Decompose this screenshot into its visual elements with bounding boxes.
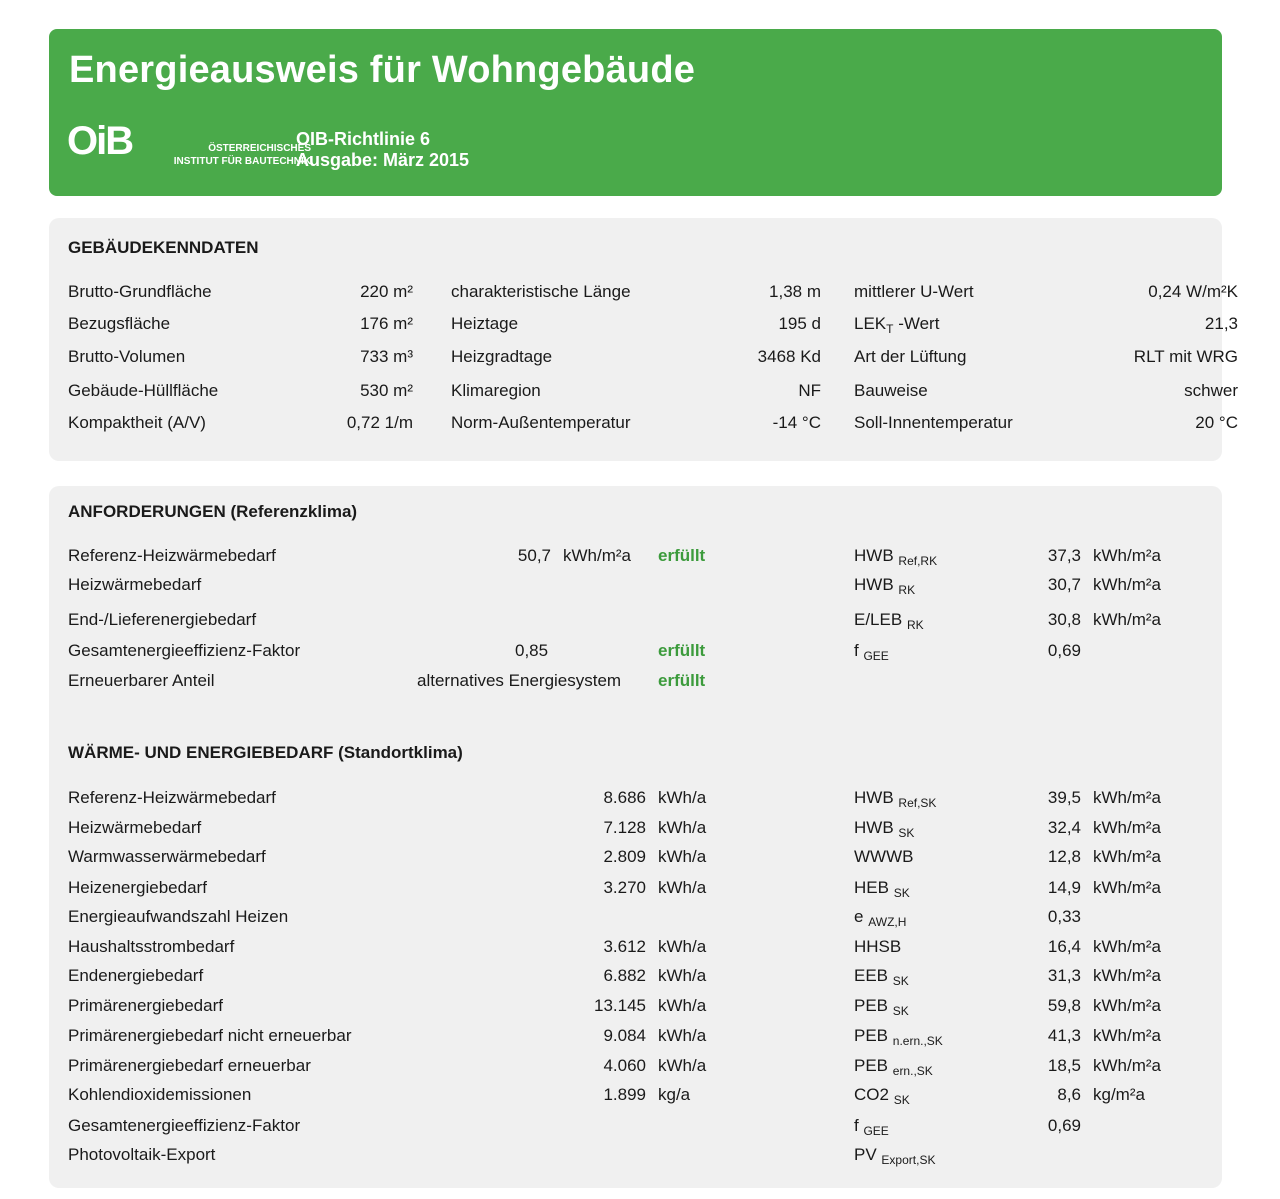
kenndaten-label: charakteristische Länge xyxy=(451,282,631,301)
kennwert-symbol-base: HWB xyxy=(854,546,894,565)
kennwert-unit: kWh/m²a xyxy=(1093,546,1161,565)
logo-line-2: INSTITUT FÜR BAUTECHNIK xyxy=(173,156,311,167)
kennwert-symbol-subscript: GEE xyxy=(863,1124,889,1138)
kennwert-symbol-subscript: SK xyxy=(893,886,910,900)
bedarf-value: 7.128 xyxy=(603,818,646,837)
kenndaten-label: Art der Lüftung xyxy=(854,347,967,366)
kennwert-symbol-subscript: ern.,SK xyxy=(892,1064,933,1078)
bedarf-label: Haushaltsstrombedarf xyxy=(68,937,235,956)
bedarf-label: Endenergiebedarf xyxy=(68,966,204,985)
kennwert-symbol xyxy=(854,1056,933,1081)
kennwert-symbol xyxy=(854,1026,943,1051)
bedarf-label: Primärenergiebedarf erneuerbar xyxy=(68,1056,311,1075)
kennwert-value: 32,4 xyxy=(1047,818,1081,837)
kennwert-symbol xyxy=(854,788,936,813)
kennwert-symbol-base: HHSB xyxy=(854,937,902,956)
kennwert-value: 59,8 xyxy=(1047,996,1081,1015)
kenndaten-value: -14 °C xyxy=(772,413,821,432)
section-title-anforderungen-main: ANFORDERUNGEN xyxy=(68,502,226,521)
kennwert-value: 16,4 xyxy=(1047,937,1081,956)
kennwert-value: 39,5 xyxy=(1047,788,1081,807)
kennwert-value: 30,8 xyxy=(1047,610,1081,629)
bedarf-unit: kWh/a xyxy=(658,1056,707,1075)
page-title: Energieausweis für Wohngebäude xyxy=(69,49,696,91)
section-title-waerme-sub: (Standortklima) xyxy=(338,743,463,762)
kenndaten-label: mittlerer U-Wert xyxy=(854,282,974,301)
kennwert-symbol xyxy=(854,641,889,666)
kenndaten-value: RLT mit WRG xyxy=(1133,347,1238,366)
bedarf-unit: kWh/a xyxy=(658,1026,707,1045)
kennwert-unit: kWh/m²a xyxy=(1093,966,1161,985)
bedarf-label: Gesamtenergieeffizienz-Faktor xyxy=(68,1116,301,1135)
bedarf-value: 2.809 xyxy=(603,847,646,866)
kenndaten-label-base: LEK xyxy=(854,314,887,333)
guideline-name: OIB-Richtlinie 6 xyxy=(296,129,431,149)
bedarf-unit: kWh/a xyxy=(658,788,707,807)
kennwert-symbol xyxy=(854,1116,889,1141)
bedarf-label: Heizwärmebedarf xyxy=(68,818,202,837)
kennwert-symbol-base: e xyxy=(854,907,864,926)
kennwert-symbol-subscript: GEE xyxy=(863,649,889,663)
bedarf-unit: kWh/a xyxy=(658,996,707,1015)
kennwert-symbol-subscript: SK xyxy=(898,826,915,840)
logo-line-1: ÖSTERREICHISCHES xyxy=(208,143,311,154)
kennwert-symbol-base: f xyxy=(854,641,859,660)
bedarf-label: Heizenergiebedarf xyxy=(68,878,207,897)
kenndaten-label: Kompaktheit (A/V) xyxy=(68,413,206,432)
section-title-waerme xyxy=(68,743,463,763)
kennwert-value: 41,3 xyxy=(1047,1026,1081,1045)
bedarf-label: Referenz-Heizwärmebedarf xyxy=(68,788,276,807)
kennwert-symbol-base: PV xyxy=(854,1145,877,1164)
kennwert-symbol-subscript: Ref,SK xyxy=(898,796,937,810)
bedarf-value: 8.686 xyxy=(603,788,646,807)
kennwert-value: 31,3 xyxy=(1047,966,1081,985)
kennwert-value: 18,5 xyxy=(1047,1056,1081,1075)
status-badge: erfüllt xyxy=(658,641,706,660)
kennwert-symbol xyxy=(854,575,915,600)
kennwert-symbol-subscript: AWZ,H xyxy=(868,915,907,929)
kennwert-symbol xyxy=(854,818,914,843)
bedarf-label: Photovoltaik-Export xyxy=(68,1145,216,1164)
kennwert-unit: kWh/m²a xyxy=(1093,847,1161,866)
kennwert-symbol xyxy=(854,878,910,903)
kenndaten-value: NF xyxy=(798,381,821,400)
kennwert-symbol-base: CO2 xyxy=(854,1085,889,1104)
header-banner xyxy=(49,29,1222,196)
section-title-gebaeude: GEBÄUDEKENNDATEN xyxy=(68,238,259,257)
kennwert-symbol xyxy=(854,1145,935,1170)
bedarf-unit: kWh/a xyxy=(658,966,707,985)
kennwert-symbol xyxy=(854,546,937,571)
bedarf-value: 3.270 xyxy=(603,878,646,897)
kennwert-symbol-subscript: Ref,RK xyxy=(898,554,938,568)
bedarf-unit: kg/a xyxy=(658,1085,691,1104)
anforderung-label: Referenz-Heizwärmebedarf xyxy=(68,546,276,565)
kenndaten-label: Bauweise xyxy=(854,381,928,400)
bedarf-value: 9.084 xyxy=(603,1026,646,1045)
kennwert-symbol-subscript: SK xyxy=(892,1004,909,1018)
kennwert-symbol-base: HEB xyxy=(854,878,889,897)
logo-text xyxy=(99,142,311,168)
kennwert-value: 12,8 xyxy=(1047,847,1081,866)
section-title-anforderungen-sub: (Referenzklima) xyxy=(230,502,358,521)
bedarf-value: 1.899 xyxy=(603,1085,646,1104)
anforderungen-waerme-panel xyxy=(49,486,1222,1188)
kennwert-unit: kg/m²a xyxy=(1093,1085,1145,1104)
bedarf-unit: kWh/a xyxy=(658,818,707,837)
bedarf-unit: kWh/a xyxy=(658,937,707,956)
kenndaten-value: 195 d xyxy=(778,314,821,333)
kenndaten-label: Gebäude-Hüllfläche xyxy=(68,381,219,400)
kennwert-unit: kWh/m²a xyxy=(1093,818,1161,837)
anforderung-label: Erneuerbarer Anteil xyxy=(68,671,215,690)
kennwert-symbol xyxy=(854,610,924,635)
kenndaten-value: 530 m² xyxy=(360,381,413,400)
bedarf-unit: kWh/a xyxy=(658,878,707,897)
kenndaten-value: 176 m² xyxy=(360,314,413,333)
kennwert-unit: kWh/m²a xyxy=(1093,878,1161,897)
kennwert-unit: kWh/m²a xyxy=(1093,1056,1161,1075)
bedarf-unit: kWh/a xyxy=(658,847,707,866)
section-title-waerme-main: WÄRME- UND ENERGIEBEDARF xyxy=(68,743,334,762)
kennwert-symbol-base: E/LEB xyxy=(854,610,903,629)
anforderung-value: 0,85 xyxy=(515,641,549,660)
kennwert-symbol-subscript: RK xyxy=(906,618,924,632)
kennwert-symbol-base: WWWB xyxy=(854,847,914,866)
kennwert-symbol-base: f xyxy=(854,1116,859,1135)
kenndaten-value: 0,72 1/m xyxy=(346,413,413,432)
kennwert-symbol xyxy=(854,966,909,991)
kennwert-value: 14,9 xyxy=(1047,878,1081,897)
kennwert-symbol xyxy=(854,937,901,962)
kennwert-unit: kWh/m²a xyxy=(1093,575,1161,594)
kenndaten-label: Bezugsfläche xyxy=(68,314,171,333)
bedarf-label: Primärenergiebedarf xyxy=(68,996,223,1015)
kennwert-symbol-base: PEB xyxy=(854,1026,889,1045)
status-badge: erfüllt xyxy=(658,546,706,565)
kenndaten-value: 21,3 xyxy=(1204,314,1238,333)
section-title-anforderungen xyxy=(68,502,357,522)
kennwert-unit: kWh/m²a xyxy=(1093,1026,1161,1045)
kennwert-unit: kWh/m²a xyxy=(1093,937,1161,956)
kennwert-symbol-base: PEB xyxy=(854,996,889,1015)
kennwert-symbol-subscript: SK xyxy=(892,974,909,988)
kennwert-symbol-base: HWB xyxy=(854,818,894,837)
kenndaten-label-suffix: -Wert xyxy=(893,314,940,333)
kenndaten-label: Heiztage xyxy=(451,314,519,333)
oib-logo-icon: OiB xyxy=(67,119,133,163)
kennwert-symbol-base: EEB xyxy=(854,966,889,985)
kennwert-symbol xyxy=(854,907,906,932)
kenndaten-label-subscript: T xyxy=(886,322,894,336)
kennwert-value: 0,69 xyxy=(1047,641,1081,660)
kennwert-symbol xyxy=(854,996,909,1021)
bedarf-value: 13.145 xyxy=(594,996,646,1015)
bedarf-value: 6.882 xyxy=(603,966,646,985)
anforderung-label: Gesamtenergieeffizienz-Faktor xyxy=(68,641,301,660)
kennwert-symbol xyxy=(854,847,913,872)
kennwert-value: 37,3 xyxy=(1047,546,1081,565)
kennwert-unit: kWh/m²a xyxy=(1093,996,1161,1015)
kennwert-value: 0,33 xyxy=(1047,907,1081,926)
gebaeudekenndaten-panel xyxy=(49,218,1238,461)
status-badge: erfüllt xyxy=(658,671,706,690)
kennwert-symbol-base: PEB xyxy=(854,1056,889,1075)
kennwert-symbol-subscript: SK xyxy=(893,1093,910,1107)
anforderung-label: End-/Lieferenergiebedarf xyxy=(68,610,257,629)
bedarf-label: Primärenergiebedarf nicht erneuerbar xyxy=(68,1026,352,1045)
kenndaten-label: Brutto-Volumen xyxy=(68,347,186,366)
kennwert-symbol-base: HWB xyxy=(854,788,894,807)
guideline-info xyxy=(296,129,469,171)
kennwert-value: 30,7 xyxy=(1047,575,1081,594)
kennwert-symbol-base: HWB xyxy=(854,575,894,594)
bedarf-label: Warmwasserwärmebedarf xyxy=(68,847,266,866)
kenndaten-value: 733 m³ xyxy=(360,347,413,366)
kennwert-symbol-subscript: Export,SK xyxy=(881,1153,936,1167)
bedarf-label: Energieaufwandszahl Heizen xyxy=(68,907,289,926)
anforderung-value: 50,7 xyxy=(517,546,551,565)
kenndaten-value: schwer xyxy=(1184,381,1238,400)
anforderung-unit: kWh/m²a xyxy=(563,546,631,565)
kennwert-value: 8,6 xyxy=(1057,1085,1081,1104)
kenndaten-label: Heizgradtage xyxy=(451,347,553,366)
kennwert-unit: kWh/m²a xyxy=(1093,788,1161,807)
kenndaten-value: 3468 Kd xyxy=(757,347,821,366)
kennwert-symbol-subscript: RK xyxy=(898,583,916,597)
kenndaten-label: Norm-Außentemperatur xyxy=(451,413,631,432)
kenndaten-value: 20 °C xyxy=(1195,413,1238,432)
kenndaten-label: Klimaregion xyxy=(451,381,541,400)
kenndaten-label: Soll-Innentemperatur xyxy=(854,413,1013,432)
anforderung-value: alternatives Energiesystem xyxy=(417,671,622,690)
bedarf-label: Kohlendioxidemissionen xyxy=(68,1085,252,1104)
kenndaten-value: 220 m² xyxy=(360,282,413,301)
bedarf-value: 3.612 xyxy=(603,937,646,956)
kennwert-unit: kWh/m²a xyxy=(1093,610,1161,629)
guideline-edition: Ausgabe: März 2015 xyxy=(296,150,470,170)
kennwert-symbol-subscript: n.ern.,SK xyxy=(892,1034,943,1048)
kenndaten-label xyxy=(854,314,939,339)
kennwert-symbol xyxy=(854,1085,910,1110)
bedarf-value: 4.060 xyxy=(603,1056,646,1075)
kennwert-value: 0,69 xyxy=(1047,1116,1081,1135)
kenndaten-value: 0,24 W/m²K xyxy=(1148,282,1238,301)
kenndaten-value: 1,38 m xyxy=(769,282,821,301)
kenndaten-label: Brutto-Grundfläche xyxy=(68,282,212,301)
anforderung-label: Heizwärmebedarf xyxy=(68,575,202,594)
